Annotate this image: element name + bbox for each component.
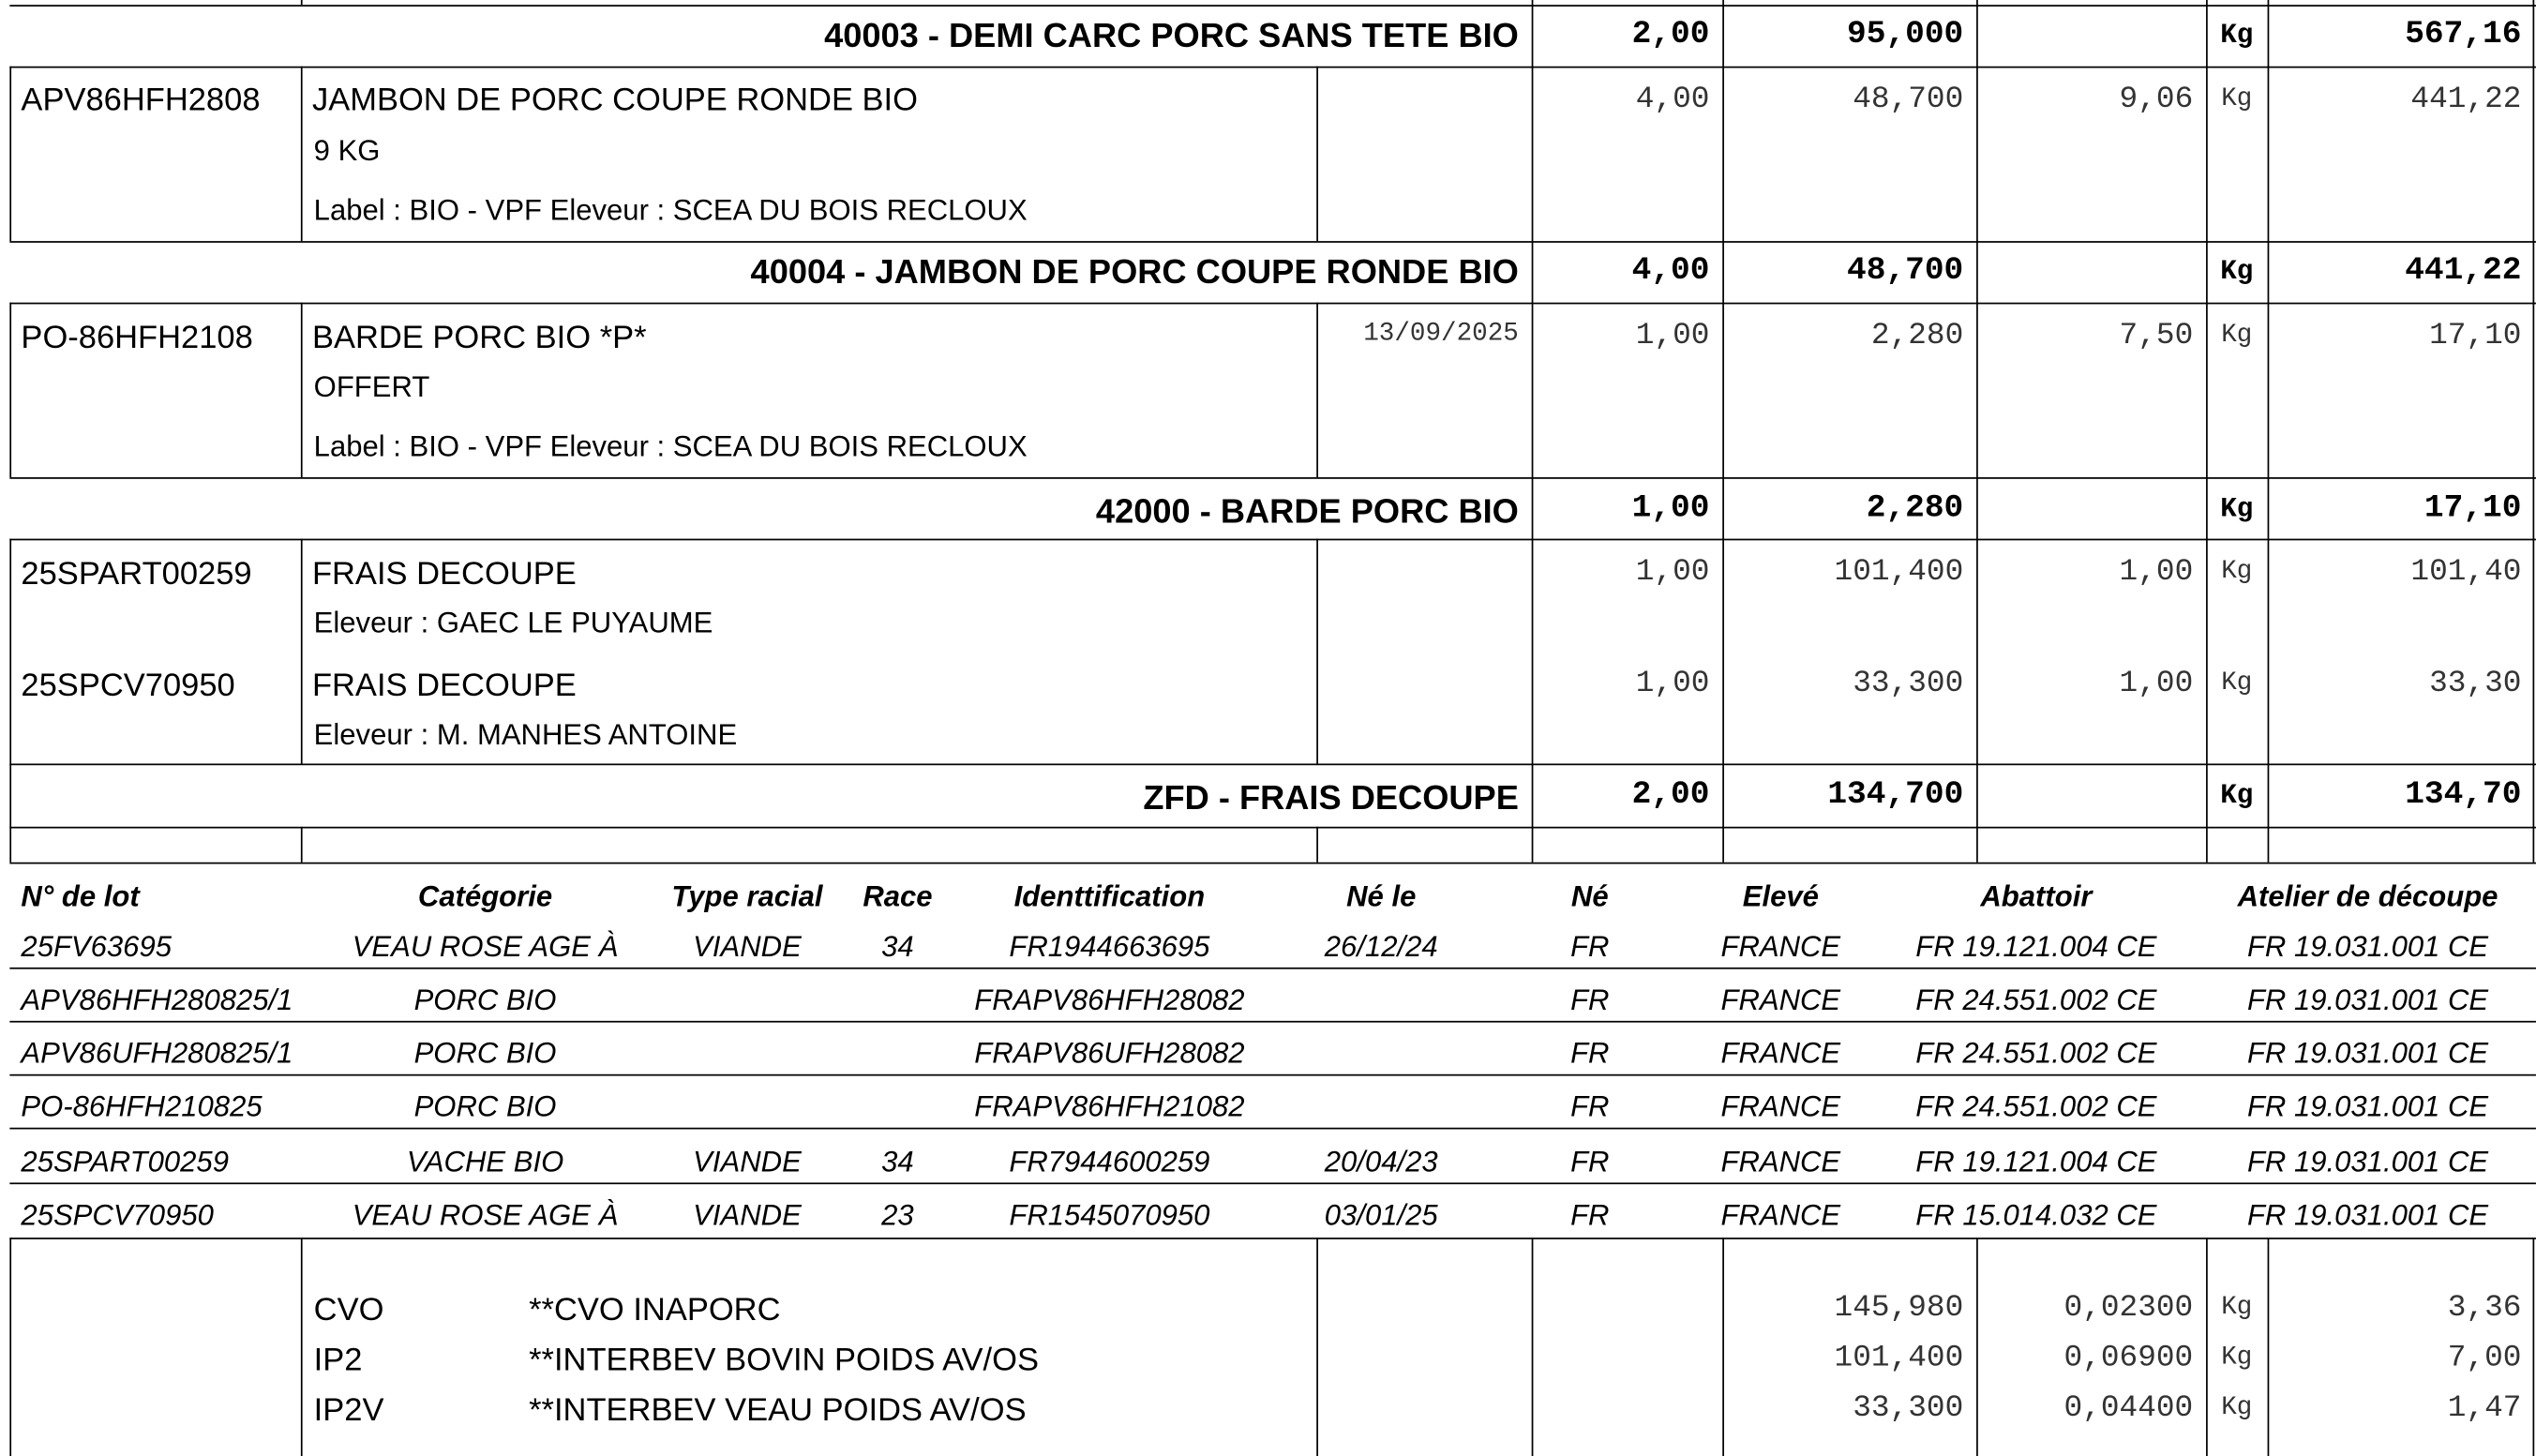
rule	[1316, 1238, 1318, 1456]
lot-raised: FRANCE	[1720, 1145, 1841, 1178]
subtotal-label: 42000 - BARDE PORC BIO	[1095, 493, 1519, 531]
lot-identification: FRAPV86HFH28082	[974, 983, 1245, 1016]
rule	[9, 1238, 11, 1456]
rule	[301, 539, 303, 764]
lot-header-slaughter: Abattoir	[1980, 879, 2093, 913]
rule	[1722, 1238, 1724, 1456]
subtotal-weight: 48,700	[1847, 252, 1964, 290]
rule	[9, 1021, 2536, 1023]
tax-amount: 1,47	[2447, 1389, 2522, 1426]
line-weight: 48,700	[1853, 81, 1964, 117]
tax-rate: 0,02300	[2063, 1289, 2194, 1326]
tax-unit: Kg	[2221, 1292, 2253, 1322]
lot-race: 34	[881, 930, 914, 963]
rule	[9, 539, 11, 863]
lot-cutting-plant: FR 19.031.001 CE	[2246, 1145, 2489, 1178]
subtotal-weight: 134,700	[1827, 776, 1964, 814]
rule	[2533, 1238, 2535, 1456]
lot-identification: FR1944663695	[1009, 930, 1210, 963]
lot-raised: FRANCE	[1720, 1090, 1841, 1123]
tax-amount: 3,36	[2447, 1289, 2522, 1326]
line-label: Label : BIO - VPF Eleveur : SCEA DU BOIS RECLOUX	[313, 430, 1028, 463]
lot-category: PORC BIO	[413, 1090, 557, 1123]
line-qty: 1,00	[1635, 553, 1710, 590]
tax-base: 101,400	[1834, 1339, 1964, 1375]
line-weight: 101,400	[1834, 553, 1964, 590]
rule	[9, 968, 2536, 969]
lot-cutting-plant: FR 19.031.001 CE	[2246, 1198, 2489, 1232]
lot-slaughterhouse: FR 24.551.002 CE	[1915, 1090, 2157, 1123]
line-lot: APV86HFH2808	[21, 83, 261, 118]
lot-slaughterhouse: FR 19.121.004 CE	[1915, 930, 2157, 963]
lot-born-on: 26/12/24	[1324, 930, 1438, 963]
tax-unit: Kg	[2221, 1392, 2253, 1422]
line-amount: 17,10	[2429, 317, 2522, 353]
lot-identification: FRAPV86UFH28082	[974, 1037, 1245, 1070]
rule	[301, 1238, 303, 1456]
lot-header-type: Type racial	[671, 879, 823, 913]
tax-rate: 0,04400	[2063, 1389, 2194, 1426]
lot-race: 23	[881, 1198, 914, 1232]
line-amount: 441,22	[2410, 81, 2522, 117]
lot-category: VEAU ROSE AGE À	[352, 1198, 619, 1232]
line-designation: FRAIS DECOUPE	[311, 668, 577, 704]
lot-slaughterhouse: FR 19.121.004 CE	[1915, 1145, 2157, 1178]
rule	[9, 763, 2536, 765]
tax-label: **CVO INAPORC	[529, 1292, 781, 1328]
rule	[1532, 0, 1534, 863]
tax-code: IP2V	[313, 1392, 384, 1429]
line-detail: Eleveur : GAEC LE PUYAUME	[313, 607, 713, 639]
lot-header-race: Race	[863, 879, 933, 913]
lot-header-category: Catégorie	[417, 879, 553, 913]
lot-born: FR	[1570, 983, 1610, 1016]
lot-number: PO-86HFH210825	[21, 1090, 263, 1123]
rule	[1316, 67, 1318, 241]
lot-type: VIANDE	[693, 1145, 802, 1178]
lot-number: APV86HFH280825/1	[21, 983, 293, 1016]
lot-header-id: Identtification	[1013, 879, 1206, 913]
line-price: 1,00	[2119, 665, 2194, 701]
tax-base: 145,980	[1834, 1289, 1964, 1326]
lot-race: 34	[881, 1145, 914, 1178]
line-unit: Kg	[2221, 320, 2253, 350]
rule	[2268, 1238, 2270, 1456]
rule	[301, 303, 303, 477]
lot-header-born: Né	[1570, 879, 1609, 913]
lot-born: FR	[1570, 1090, 1610, 1123]
lot-raised: FRANCE	[1720, 1198, 1841, 1232]
line-price: 1,00	[2119, 553, 2194, 590]
lot-slaughterhouse: FR 24.551.002 CE	[1915, 1037, 2157, 1070]
subtotal-unit: Kg	[2220, 257, 2254, 289]
line-designation: FRAIS DECOUPE	[311, 556, 577, 593]
lot-number: 25SPCV70950	[21, 1198, 214, 1232]
lot-type: VIANDE	[693, 930, 802, 963]
line-weight: 33,300	[1853, 665, 1964, 701]
tax-rate: 0,06900	[2063, 1339, 2194, 1375]
tax-code: CVO	[313, 1292, 384, 1328]
rule	[1722, 0, 1724, 863]
rule	[9, 1074, 2536, 1076]
line-lot: 25SPART00259	[21, 556, 252, 593]
lot-type: VIANDE	[693, 1198, 802, 1232]
lot-slaughterhouse: FR 24.551.002 CE	[1915, 983, 2157, 1016]
lot-identification: FR7944600259	[1009, 1145, 1210, 1178]
rule	[301, 827, 303, 863]
rule	[9, 303, 2536, 305]
subtotal-qty: 2,00	[1631, 776, 1710, 814]
line-unit: Kg	[2221, 83, 2253, 113]
lot-cutting-plant: FR 19.031.001 CE	[2246, 1037, 2489, 1070]
line-designation: BARDE PORC BIO *P*	[311, 320, 647, 356]
rule	[2533, 0, 2535, 863]
lot-header-raised: Elevé	[1742, 879, 1819, 913]
line-qty: 1,00	[1635, 317, 1710, 353]
subtotal-amount: 441,22	[2405, 252, 2522, 290]
line-unit: Kg	[2221, 556, 2253, 586]
line-detail: OFFERT	[313, 370, 430, 403]
tax-base: 33,300	[1853, 1389, 1964, 1426]
rule	[1316, 539, 1318, 764]
subtotal-qty: 4,00	[1631, 252, 1710, 290]
rule	[301, 67, 303, 241]
line-amount: 33,30	[2429, 665, 2522, 701]
rule	[9, 1182, 2536, 1184]
subtotal-unit: Kg	[2220, 21, 2254, 53]
rule	[9, 303, 11, 477]
rule	[1316, 303, 1318, 477]
lot-category: VACHE BIO	[406, 1145, 564, 1178]
line-unit: Kg	[2221, 668, 2253, 698]
line-label: Label : BIO - VPF Eleveur : SCEA DU BOIS RECLOUX	[313, 194, 1028, 227]
rule	[9, 539, 2536, 541]
subtotal-unit: Kg	[2220, 495, 2254, 526]
tax-unit: Kg	[2221, 1343, 2253, 1373]
rule	[9, 67, 2536, 68]
line-amount: 101,40	[2410, 553, 2522, 590]
rule	[9, 1128, 2536, 1130]
rule	[9, 1238, 2536, 1239]
lot-raised: FRANCE	[1720, 983, 1841, 1016]
line-date: 13/09/2025	[1363, 318, 1519, 349]
rule	[9, 5, 2536, 7]
rule	[9, 241, 2536, 243]
lot-cutting-plant: FR 19.031.001 CE	[2246, 930, 2489, 963]
subtotal-amount: 567,16	[2405, 16, 2522, 53]
subtotal-weight: 2,280	[1866, 489, 1964, 528]
rule	[301, 0, 303, 5]
rule	[1532, 1238, 1534, 1456]
lot-identification: FRAPV86HFH21082	[974, 1090, 1245, 1123]
line-lot: 25SPCV70950	[21, 668, 235, 704]
lot-number: 25FV63695	[21, 930, 172, 963]
line-lot: PO-86HFH2108	[21, 320, 253, 356]
rule	[1316, 827, 1318, 863]
line-designation: JAMBON DE PORC COUPE RONDE BIO	[311, 83, 918, 118]
lot-header-born-on: Né le	[1346, 879, 1417, 913]
lot-cutting-plant: FR 19.031.001 CE	[2246, 983, 2489, 1016]
subtotal-qty: 1,00	[1631, 489, 1710, 528]
subtotal-unit: Kg	[2220, 781, 2254, 813]
lot-born: FR	[1570, 1037, 1610, 1070]
tax-label: **INTERBEV VEAU POIDS AV/OS	[529, 1392, 1027, 1429]
line-qty: 1,00	[1635, 665, 1710, 701]
line-price: 7,50	[2119, 317, 2194, 353]
rule	[1976, 0, 1978, 863]
lot-number: 25SPART00259	[21, 1145, 229, 1178]
line-qty: 4,00	[1635, 81, 1710, 117]
lot-identification: FR1545070950	[1009, 1198, 1210, 1232]
subtotal-qty: 2,00	[1631, 16, 1710, 53]
rule	[9, 863, 2536, 864]
rule	[2206, 0, 2208, 863]
lot-raised: FRANCE	[1720, 1037, 1841, 1070]
rule	[1976, 1238, 1978, 1456]
lot-born-on: 20/04/23	[1324, 1145, 1438, 1178]
lot-born: FR	[1570, 930, 1610, 963]
lot-born-on: 03/01/25	[1324, 1198, 1438, 1232]
lot-header-lot: N° de lot	[21, 879, 140, 913]
subtotal-label: 40003 - DEMI CARC PORC SANS TETE BIO	[824, 17, 1519, 55]
line-price: 9,06	[2119, 81, 2194, 117]
rule	[9, 67, 11, 241]
subtotal-amount: 134,70	[2405, 776, 2522, 814]
line-weight: 2,280	[1870, 317, 1964, 353]
rule	[9, 477, 2536, 479]
line-detail: 9 KG	[313, 134, 381, 167]
lot-born: FR	[1570, 1198, 1610, 1232]
lot-slaughterhouse: FR 15.014.032 CE	[1915, 1198, 2157, 1232]
subtotal-label: ZFD - FRAIS DECOUPE	[1143, 779, 1519, 818]
subtotal-amount: 17,10	[2423, 489, 2522, 528]
lot-category: VEAU ROSE AGE À	[352, 930, 619, 963]
tax-code: IP2	[313, 1343, 363, 1379]
lot-born: FR	[1570, 1145, 1610, 1178]
tax-amount: 7,00	[2447, 1339, 2522, 1375]
subtotal-label: 40004 - JAMBON DE PORC COUPE RONDE BIO	[750, 253, 1519, 292]
lot-raised: FRANCE	[1720, 930, 1841, 963]
rule	[2268, 0, 2270, 863]
line-detail: Eleveur : M. MANHES ANTOINE	[313, 718, 738, 751]
tax-label: **INTERBEV BOVIN POIDS AV/OS	[529, 1343, 1039, 1379]
lot-category: PORC BIO	[413, 983, 557, 1016]
lot-header-cutting: Atelier de découpe	[2237, 879, 2498, 913]
lot-category: PORC BIO	[413, 1037, 557, 1070]
lot-number: APV86UFH280825/1	[21, 1037, 293, 1070]
rule	[9, 827, 2536, 829]
lot-cutting-plant: FR 19.031.001 CE	[2246, 1090, 2489, 1123]
subtotal-weight: 95,000	[1847, 16, 1964, 53]
